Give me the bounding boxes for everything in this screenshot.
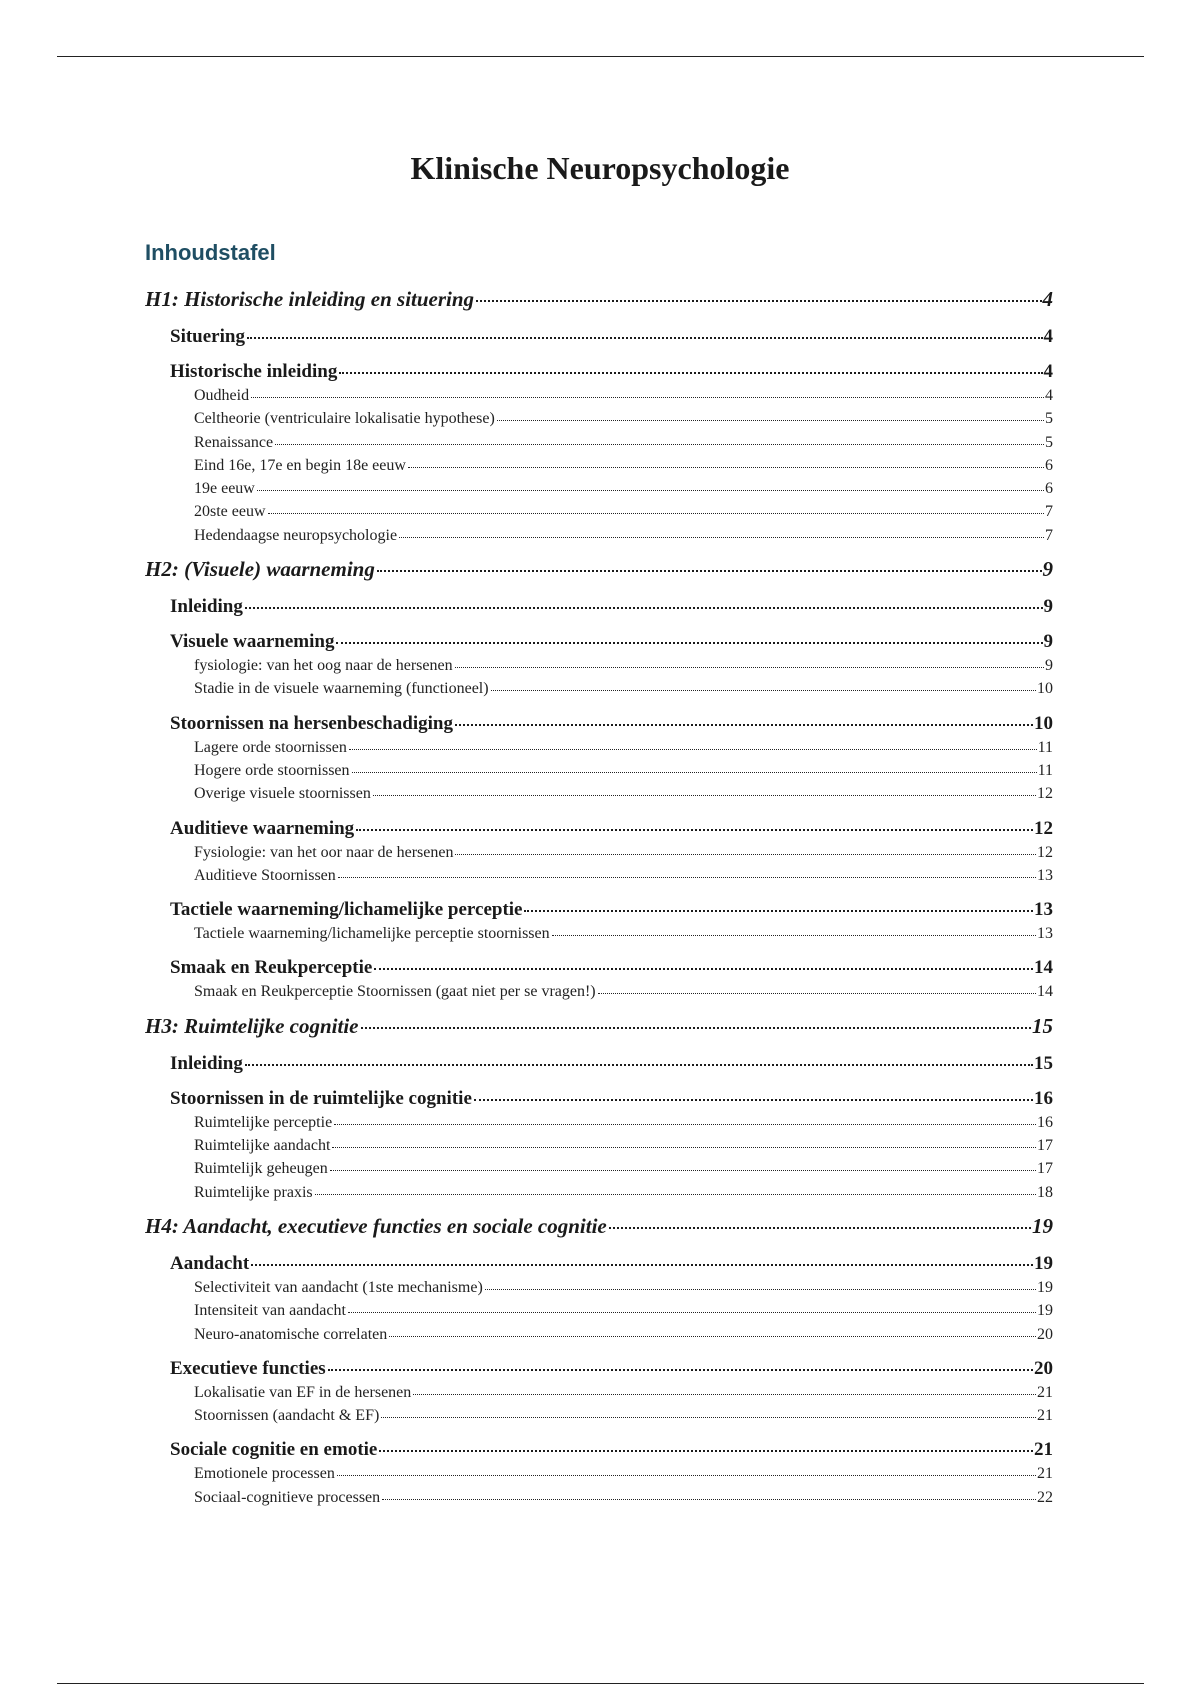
- toc-page-number: 9: [1043, 631, 1053, 653]
- toc-leader-dots: [455, 667, 1044, 668]
- toc-page-number: 19: [1037, 1278, 1053, 1296]
- toc-entry-title: Auditieve Stoornissen: [194, 866, 336, 884]
- toc-leader-dots: [497, 420, 1044, 421]
- toc-entry-level-2[interactable]: [145, 817, 1053, 841]
- toc-leader-dots: [352, 772, 1037, 773]
- toc-page-number: 12: [1034, 817, 1053, 839]
- toc-entry-level-3[interactable]: [145, 654, 1053, 677]
- toc-entry-title: Auditieve waarneming: [170, 817, 355, 839]
- toc-page-number: 21: [1037, 1465, 1053, 1483]
- toc-leader-dots: [373, 795, 1036, 796]
- toc-entry-level-2[interactable]: [145, 360, 1053, 384]
- toc-leader-dots: [275, 444, 1044, 445]
- toc-page-number: 4: [1045, 387, 1053, 404]
- toc-leader-dots: [328, 1369, 1033, 1371]
- toc-leader-dots: [348, 1312, 1036, 1313]
- toc-entry-title: Visuele waarneming: [170, 631, 335, 653]
- toc-entry-level-2[interactable]: [145, 1052, 1053, 1076]
- toc-entry-level-3[interactable]: [145, 1404, 1053, 1427]
- toc-entry-title: H3: Ruimtelijke cognitie: [145, 1013, 359, 1038]
- toc-entry-title: Executieve functies: [170, 1357, 326, 1379]
- toc-page-number: 16: [1037, 1113, 1053, 1131]
- toc-leader-dots: [382, 1499, 1036, 1500]
- toc-entry-level-3[interactable]: [145, 1276, 1053, 1299]
- toc-leader-dots: [245, 1064, 1033, 1066]
- toc-entry-title: Ruimtelijke aandacht: [194, 1137, 331, 1155]
- toc-page-number: 10: [1034, 712, 1053, 734]
- toc-entry-level-2[interactable]: [145, 1438, 1053, 1462]
- toc-page-number: 5: [1045, 410, 1053, 428]
- toc-page-number: 9: [1043, 596, 1053, 618]
- toc-page-number: 9: [1045, 657, 1053, 675]
- toc-entry-title: Inleiding: [170, 596, 243, 618]
- toc-leader-dots: [609, 1227, 1031, 1229]
- header-rule: [57, 56, 1144, 57]
- toc-entry-level-1[interactable]: [145, 1213, 1053, 1239]
- toc-leader-dots: [374, 968, 1033, 970]
- toc-entry-level-2[interactable]: [145, 712, 1053, 736]
- toc-leader-dots: [356, 829, 1033, 831]
- toc-entry-title: Aandacht: [170, 1252, 250, 1274]
- toc-leader-dots: [379, 1450, 1033, 1452]
- toc-entry-title: Ruimtelijke praxis: [194, 1183, 313, 1201]
- toc-page-number: 4: [1043, 326, 1053, 347]
- toc-entry-level-3[interactable]: [145, 1111, 1053, 1134]
- toc-entry-level-1[interactable]: [145, 1013, 1053, 1039]
- toc-entry-level-3[interactable]: [145, 1134, 1053, 1157]
- toc-entry-title: Renaissance: [194, 433, 274, 451]
- toc-leader-dots: [485, 1289, 1036, 1290]
- toc-page-number: 11: [1037, 738, 1053, 756]
- toc-entry-level-3[interactable]: [145, 677, 1053, 700]
- toc-page-number: 6: [1045, 456, 1053, 474]
- toc-entry-level-3[interactable]: [145, 1462, 1053, 1485]
- toc-entry-level-3[interactable]: [145, 477, 1053, 500]
- toc-page-number: 21: [1034, 1439, 1053, 1461]
- table-of-contents: [145, 286, 1053, 1509]
- toc-page-number: 7: [1045, 503, 1053, 521]
- toc-leader-dots: [247, 337, 1043, 339]
- toc-page-number: 20: [1034, 1357, 1053, 1379]
- toc-entry-title: Smaak en Reukperceptie Stoornissen (gaat niet per se vragen!): [194, 983, 596, 1001]
- toc-entry-title: H1: Historische inleiding en situering: [145, 287, 475, 311]
- toc-entry-title: Tactiele waarneming/lichamelijke perceptie stoornissen: [194, 925, 550, 943]
- toc-entry-level-3[interactable]: [145, 736, 1053, 759]
- toc-entry-level-3[interactable]: [145, 980, 1053, 1003]
- toc-page-number: 15: [1034, 1052, 1053, 1074]
- toc-entry-level-3[interactable]: [145, 1486, 1053, 1509]
- toc-entry-title: Stoornissen in de ruimtelijke cognitie: [170, 1087, 472, 1109]
- toc-entry-level-3[interactable]: [145, 1157, 1053, 1180]
- toc-entry-level-3[interactable]: [145, 1323, 1053, 1346]
- toc-entry-title: Sociaal-cognitieve processen: [194, 1488, 381, 1506]
- toc-page-number: 10: [1037, 680, 1053, 698]
- toc-entry-title: Emotionele processen: [194, 1465, 335, 1483]
- toc-leader-dots: [257, 490, 1044, 491]
- toc-entry-title: Selectiviteit van aandacht (1ste mechanisme): [194, 1278, 483, 1296]
- toc-leader-dots: [338, 877, 1036, 878]
- toc-page-number: 14: [1037, 983, 1053, 1001]
- toc-leader-dots: [330, 1170, 1036, 1171]
- toc-entry-level-1[interactable]: [145, 556, 1053, 582]
- toc-leader-dots: [524, 910, 1033, 912]
- toc-entry-level-3[interactable]: [145, 759, 1053, 782]
- toc-page-number: 11: [1037, 761, 1053, 779]
- toc-entry-level-3[interactable]: [145, 1181, 1053, 1204]
- toc-leader-dots: [455, 854, 1036, 855]
- toc-leader-dots: [408, 467, 1044, 468]
- toc-entry-title: Stoornissen (aandacht & EF): [194, 1407, 380, 1425]
- toc-entry-title: Neuro-anatomische correlaten: [194, 1325, 388, 1343]
- toc-page-number: 21: [1037, 1407, 1053, 1425]
- toc-entry-title: 19e eeuw: [194, 480, 255, 498]
- toc-leader-dots: [336, 642, 1042, 644]
- toc-entry-level-1[interactable]: [145, 286, 1053, 312]
- toc-leader-dots: [377, 570, 1042, 572]
- toc-entry-level-3[interactable]: [145, 384, 1053, 407]
- toc-page-number: 18: [1037, 1183, 1053, 1201]
- toc-entry-level-3[interactable]: [145, 841, 1053, 864]
- toc-leader-dots: [349, 749, 1037, 750]
- toc-page-number: 20: [1037, 1325, 1053, 1343]
- toc-leader-dots: [251, 397, 1044, 398]
- toc-entry-title: Situering: [170, 326, 245, 347]
- toc-leader-dots: [389, 1336, 1036, 1337]
- toc-entry-title: Lokalisatie van EF in de hersenen: [194, 1383, 412, 1401]
- toc-page-number: 9: [1042, 557, 1053, 582]
- toc-leader-dots: [339, 372, 1042, 374]
- toc-leader-dots: [552, 935, 1036, 936]
- footer-rule: [57, 1683, 1144, 1684]
- toc-leader-dots: [361, 1027, 1032, 1029]
- toc-entry-title: Celtheorie (ventriculaire lokalisatie hypothese): [194, 410, 495, 428]
- toc-page-number: 13: [1037, 866, 1053, 884]
- toc-leader-dots: [334, 1124, 1036, 1125]
- toc-entry-title: Overige visuele stoornissen: [194, 785, 371, 803]
- toc-entry-level-3[interactable]: [145, 922, 1053, 945]
- toc-entry-title: Intensiteit van aandacht: [194, 1302, 346, 1320]
- toc-entry-title: Lagere orde stoornissen: [194, 738, 347, 756]
- toc-entry-title: Stoornissen na hersenbeschadiging: [170, 712, 453, 734]
- toc-entry-level-3[interactable]: [145, 1381, 1053, 1404]
- toc-entry-level-2[interactable]: [145, 1357, 1053, 1381]
- toc-entry-level-3[interactable]: [145, 782, 1053, 805]
- toc-entry-title: Hedendaagse neuropsychologie: [194, 526, 398, 544]
- toc-leader-dots: [399, 537, 1044, 538]
- toc-page-number: 16: [1034, 1087, 1053, 1109]
- toc-entry-title: Ruimtelijk geheugen: [194, 1160, 328, 1178]
- toc-leader-dots: [332, 1147, 1036, 1148]
- toc-leader-dots: [337, 1475, 1036, 1476]
- toc-entry-title: Oudheid: [194, 387, 250, 404]
- toc-page-number: 13: [1034, 899, 1053, 921]
- toc-page-number: 14: [1034, 957, 1053, 979]
- toc-leader-dots: [315, 1194, 1036, 1195]
- toc-page-number: 19: [1034, 1252, 1053, 1274]
- toc-entry-level-2[interactable]: [145, 1252, 1053, 1276]
- toc-page-number: 17: [1037, 1160, 1053, 1178]
- toc-entry-title: H2: (Visuele) waarneming: [145, 557, 375, 582]
- toc-page-number: 22: [1037, 1488, 1053, 1506]
- toc-entry-title: Stadie in de visuele waarneming (functioneel): [194, 680, 489, 698]
- toc-page-number: 12: [1037, 785, 1053, 803]
- toc-entry-level-3[interactable]: [145, 524, 1053, 547]
- toc-leader-dots: [474, 1099, 1033, 1101]
- toc-entry-title: fysiologie: van het oog naar de hersenen: [194, 657, 453, 675]
- toc-page-number: 4: [1042, 287, 1053, 311]
- toc-leader-dots: [381, 1417, 1036, 1418]
- toc-entry-level-2[interactable]: [145, 630, 1053, 654]
- toc-entry-level-3[interactable]: [145, 407, 1053, 430]
- toc-page-number: 21: [1037, 1383, 1053, 1401]
- toc-leader-dots: [476, 300, 1041, 302]
- toc-entry-title: Tactiele waarneming/lichamelijke perceptie: [170, 899, 523, 921]
- toc-page-number: 13: [1037, 925, 1053, 943]
- document-title: Klinische Neuropsychologie: [410, 150, 790, 186]
- toc-entry-title: Sociale cognitie en emotie: [170, 1439, 378, 1461]
- toc-page-number: 5: [1045, 433, 1053, 451]
- toc-entry-title: Eind 16e, 17e en begin 18e eeuw: [194, 456, 406, 474]
- toc-heading: Inhoudstafel: [145, 240, 276, 265]
- toc-entry-title: Hogere orde stoornissen: [194, 761, 350, 779]
- toc-leader-dots: [251, 1264, 1033, 1266]
- toc-entry-title: Ruimtelijke perceptie: [194, 1113, 333, 1131]
- toc-leader-dots: [268, 513, 1044, 514]
- toc-page-number: 6: [1045, 480, 1053, 498]
- toc-entry-level-2[interactable]: [145, 898, 1053, 922]
- toc-leader-dots: [245, 607, 1043, 609]
- toc-page-number: 4: [1043, 361, 1053, 382]
- toc-entry-level-3[interactable]: [145, 500, 1053, 523]
- toc-entry-level-3[interactable]: [145, 864, 1053, 887]
- toc-entry-level-3[interactable]: [145, 454, 1053, 477]
- toc-entry-level-2[interactable]: [145, 1087, 1053, 1111]
- toc-entry-level-3[interactable]: [145, 431, 1053, 454]
- toc-entry-title: Smaak en Reukperceptie: [170, 957, 373, 979]
- toc-leader-dots: [413, 1394, 1036, 1395]
- toc-entry-title: Historische inleiding: [170, 361, 338, 382]
- toc-entry-level-2[interactable]: [145, 595, 1053, 619]
- toc-entry-title: Inleiding: [170, 1052, 243, 1074]
- toc-entry-level-2[interactable]: [145, 956, 1053, 980]
- toc-page-number: 15: [1032, 1013, 1053, 1038]
- toc-page-number: 19: [1037, 1302, 1053, 1320]
- toc-entry-level-3[interactable]: [145, 1299, 1053, 1322]
- toc-leader-dots: [598, 993, 1036, 994]
- toc-page-number: 19: [1032, 1213, 1053, 1238]
- toc-entry-title: H4: Aandacht, executieve functies en sociale cognitie: [145, 1213, 607, 1238]
- toc-leader-dots: [491, 690, 1036, 691]
- toc-entry-title: Fysiologie: van het oor naar de hersenen: [194, 843, 454, 861]
- toc-entry-level-2[interactable]: [145, 325, 1053, 349]
- toc-page-number: 7: [1045, 526, 1053, 544]
- toc-page-number: 17: [1037, 1137, 1053, 1155]
- toc-page-number: 12: [1037, 843, 1053, 861]
- toc-entry-title: 20ste eeuw: [194, 503, 266, 521]
- toc-leader-dots: [455, 724, 1033, 726]
